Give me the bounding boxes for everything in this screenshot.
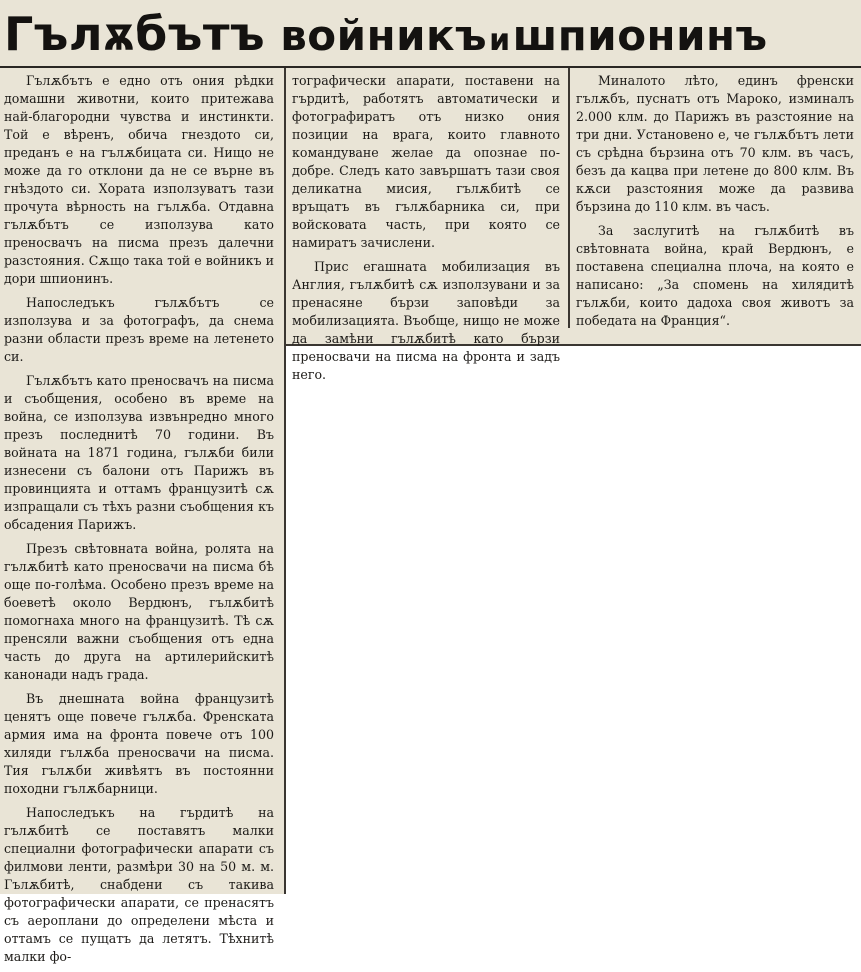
headline-word-3: шпионинъ [512, 11, 768, 60]
headline-word-1: Гълѫбътъ [4, 7, 266, 61]
headline [0, 0, 861, 68]
headline-text [4, 8, 768, 67]
paragraph: Прис егашната мобилизация въ Англия, гълѫбитѣ сѫ използувани и за пренасяне бързи заповѣди за мобилизацията. Въобще, нищо не може да замѣни гълѫбитѣ като бързи преносвачи на писма на фронта и задъ него. [292, 259, 560, 382]
article-column-3 [576, 72, 854, 336]
headline-conjunction: и [489, 23, 511, 58]
column-rule-1 [284, 68, 286, 894]
article-column-1 [4, 72, 274, 972]
paragraph: Миналото лѣто, единъ френски гълѫбъ, пуснатъ отъ Мароко, изминалъ 2.000 клм. до Парижъ въ разстояние на три дни. Установено е, че гълѫбътъ лети съ срѣдна бързина отъ 70 клм. въ часъ, безъ да кацва при летене до 800 клм. Въ кѫси разстояния може да развива бързина до 110 клм. въ часъ. [576, 73, 854, 214]
headline-word-2: войникъ [280, 11, 488, 60]
paragraph: Гълѫбътъ като преносвачъ на писма и съобщения, особено въ време на война, се използува извънредно много презъ последнитѣ 70 години. Въ войната на 1871 година, гълѫби били изнесени съ балони отъ Парижъ въ провинцията и оттамъ французитѣ сѫ изпращали съ тѣхъ разни съобщения къ обсадения Парижъ. [4, 373, 274, 532]
paragraph: Напоследъкъ гълѫбътъ се използува и за фотографъ, да снема разни области презъ време на летенето си. [4, 295, 274, 364]
column-rule-2 [568, 68, 570, 328]
paragraph: Въ днешната война французитѣ ценятъ още повече гълѫба. Френската армия има на фронта повече отъ 100 хиляди гълѫба преносвачи на писма. Тия гълѫби живѣятъ въ постоянни походни гълѫбарници. [4, 691, 274, 796]
paragraph: тографически апарати, поставени на гърдитѣ, работятъ автоматически и фотографиратъ отъ низко ония позиции на врага, които главното командуване желае да опознае по-добре. Следъ като завършатъ тази своя деликатна мисия, гълѫбитѣ се връщатъ въ гълѫбарника си, при войсковата часть, при която се намиратъ зачислени. [292, 73, 560, 250]
paragraph: Напоследъкъ на гърдитѣ на гълѫбитѣ се поставятъ малки специални фотографически апарати съ филмови ленти, размѣри 30 на 50 м. м. Гълѫбитѣ, снабдени съ такива фотографически апарати, се пренасятъ съ аероплани до определени мѣста и оттамъ се пущатъ да летятъ. Тѣхнитѣ малки фо- [4, 805, 274, 964]
paragraph: Гълѫбътъ е едно отъ ония рѣдки домашни животни, които притежава най-благородни чувства и инстинкти. Той е вѣренъ, обича гнездото си, преданъ е на гълѫбицата си. Нищо не може да го отклони да не се върне въ гнѣздото си. Хората използуватъ тази прочута вѣрность на гълѫба. Отдавна гълѫбътъ се използува като преносвачъ на писма презъ далечни разстояния. Сѫщо така той е войникъ и дори шпионинъ. [4, 73, 274, 286]
paragraph: Презъ свѣтовната война, ролята на гълѫбитѣ като преносвачи на писма бѣ още по-голѣма. Особено презъ време на боеветѣ около Вердюнъ, гълѫбитѣ помогнаха много на французитѣ. Тѣ сѫ пренсяли важни съобщения отъ една часть до друга на артилерийскитѣ канонади надъ града. [4, 541, 274, 682]
paragraph: За заслугитѣ на гълѫбитѣ въ свѣтовната война, край Вердюнъ, е поставена специална плоча, на която е написано: „За спомень на хилядитѣ гълѫби, които дадоха своя животъ за победата на Франция“. [576, 223, 854, 328]
article-column-2 [292, 72, 560, 390]
